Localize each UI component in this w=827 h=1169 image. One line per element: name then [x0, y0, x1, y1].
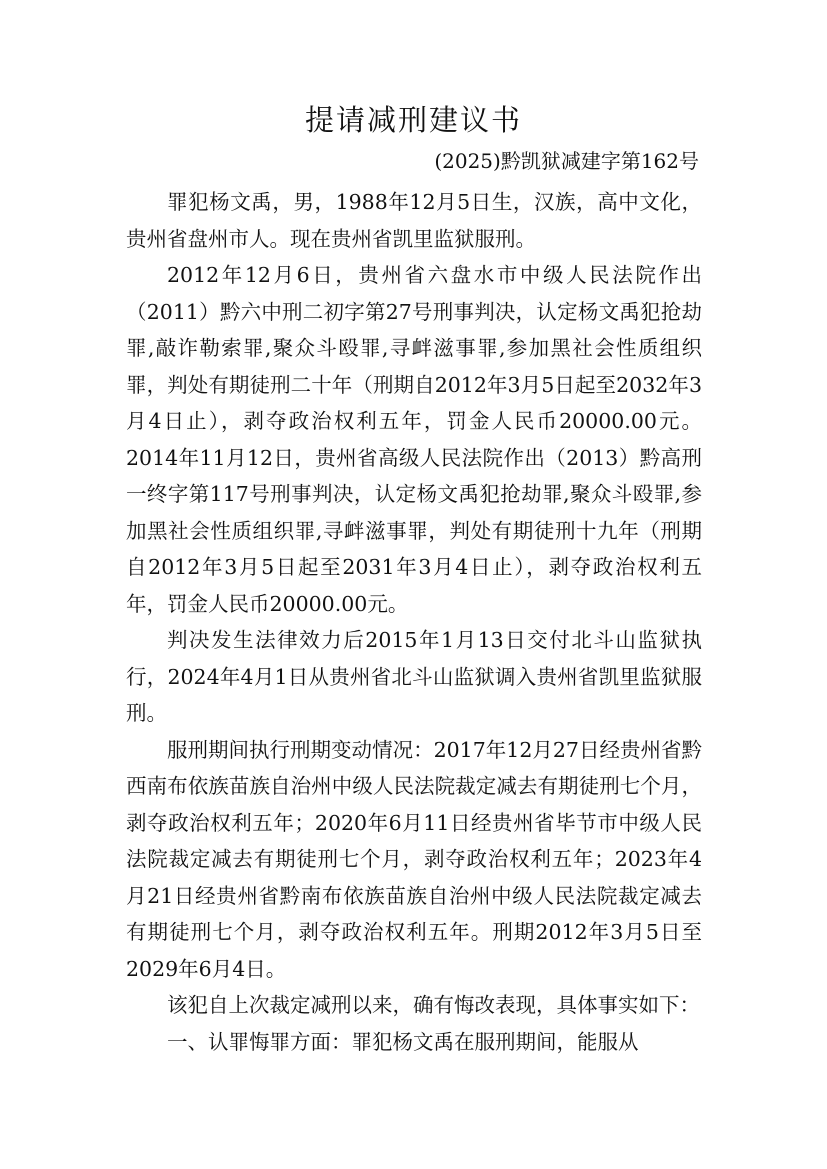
document-title: 提请减刑建议书 — [304, 103, 522, 137]
document-body — [126, 184, 702, 1060]
paragraph-facts-intro: 该犯自上次裁定减刑以来，确有悔改表现，具体事实如下： — [167, 993, 700, 1017]
document-number: (2025)黔凯狱减建字第162号 — [434, 149, 699, 173]
paragraph-judgments: 2012年12月6日，贵州省六盘水市中级人民法院作出（2011）黔六中刑二初字第27号刑事判决，认定杨文禹犯抢劫罪,敲诈勒索罪,聚众斗殴罪,寻衅滋事罪,参加黑社会性质组织罪，判处有期徒刑二十年（刑期自2012年3月5日起至2032年3月4日止），剥夺政治权利五年，罚金人民币20000.00元。2014年11月12日，贵州省高级人民法院作出（2013）黔高刑一终字第117号刑事判决，认定杨文禹犯抢劫罪,聚众斗殴罪,参加黑社会性质组织罪,寻衅滋事罪，判处有期徒刑十九年（刑期自2012年3月5日起至2031年3月4日止），剥夺政治权利五年，罚金人民币20000.00元。 — [126, 263, 702, 616]
paragraph-sentence-changes: 服刑期间执行刑期变动情况：2017年12月27日经贵州省黔西南布依族苗族自治州中级人民法院裁定减去有期徒刑七个月，剥夺政治权利五年；2020年6月11日经贵州省毕节市中级人民法院裁定减去有期徒刑七个月，剥夺政治权利五年；2023年4月21日经贵州省黔南布依族苗族自治州中级人民法院裁定减去有期徒刑七个月，剥夺政治权利五年。刑期2012年3月5日至2029年6月4日。 — [126, 737, 702, 981]
paragraph-criminal-info: 罪犯杨文禹，男，1988年12月5日生，汉族，高中文化，贵州省盘州市人。现在贵州省凯里监狱服刑。 — [126, 190, 702, 251]
paragraph-execution: 判决发生法律效力后2015年1月13日交付北斗山监狱执行，2024年4月1日从贵州省北斗山监狱调入贵州省凯里监狱服刑。 — [126, 628, 702, 725]
paragraph-repentance: 一、认罪悔罪方面：罪犯杨文禹在服刑期间，能服从 — [167, 1029, 639, 1054]
